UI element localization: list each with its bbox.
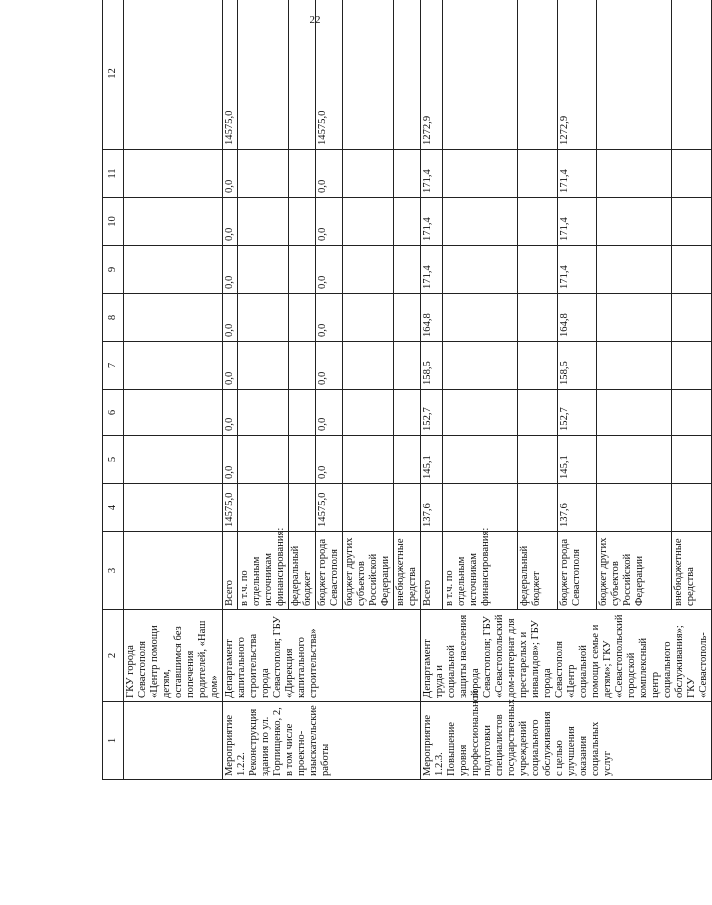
value-cell xyxy=(443,246,518,294)
value-cell: 152,7 xyxy=(557,390,597,436)
value-cell: 14575,0 xyxy=(223,0,238,150)
value-cell xyxy=(597,484,672,532)
value-cell xyxy=(343,246,394,294)
value-cell: 152,7 xyxy=(421,390,443,436)
value-cell: 0,0 xyxy=(316,390,343,436)
continuation-row xyxy=(124,0,223,780)
header-cell: 5 xyxy=(103,436,124,484)
value-cell xyxy=(289,294,316,342)
value-cell: 171,4 xyxy=(421,198,443,246)
value-cell xyxy=(597,390,672,436)
value-cell xyxy=(343,150,394,198)
executor-cell: ГКУ города Севастополя «Центр помощи детям, оставшимся без попечения родителей, «Наш дом» xyxy=(124,610,223,702)
value-cell xyxy=(597,150,672,198)
value-cell: 137,6 xyxy=(557,484,597,532)
value-cell xyxy=(343,198,394,246)
value-cell xyxy=(343,342,394,390)
value-cell xyxy=(443,198,518,246)
value-cell xyxy=(672,342,712,390)
value-cell xyxy=(672,150,712,198)
value-cell xyxy=(443,484,518,532)
value-cell: 145,1 xyxy=(421,436,443,484)
value-cell: 14575,0 xyxy=(316,0,343,150)
value-cell: 14575,0 xyxy=(316,484,343,532)
source-cell: федеральный бюджет xyxy=(289,532,316,610)
value-cell: 0,0 xyxy=(223,436,238,484)
source-cell: Всего xyxy=(421,532,443,610)
value-cell xyxy=(394,436,421,484)
value-cell: 171,4 xyxy=(557,246,597,294)
value-cell xyxy=(289,484,316,532)
value-cell: 0,0 xyxy=(223,150,238,198)
measure-cell: Мероприятие 1.2.3. Повышение уровня профессиональной подготовки специалистов государственных учреждений социального обслуживания с целью улучшения оказания социальных услуг xyxy=(421,702,712,780)
value-cell: 0,0 xyxy=(316,294,343,342)
header-row xyxy=(103,0,124,780)
header-cell: 2 xyxy=(103,610,124,702)
source-cell: бюджет города Севастополя xyxy=(316,532,343,610)
value-cell xyxy=(394,484,421,532)
value-cell xyxy=(672,0,712,150)
value-cell xyxy=(289,0,316,150)
financing-table xyxy=(102,0,712,780)
page-number: 22 xyxy=(309,14,321,26)
value-cell xyxy=(394,294,421,342)
value-cell xyxy=(443,0,518,150)
value-cell xyxy=(597,0,672,150)
value-cell xyxy=(289,246,316,294)
value-cell: 0,0 xyxy=(223,342,238,390)
value-cell: 14575,0 xyxy=(223,484,238,532)
value-cell xyxy=(343,484,394,532)
value-cell: 0,0 xyxy=(316,342,343,390)
header-cell: 8 xyxy=(103,294,124,342)
value-cell xyxy=(394,150,421,198)
value-cell xyxy=(289,390,316,436)
value-cell: 158,5 xyxy=(557,342,597,390)
value-cell xyxy=(238,390,289,436)
value-cell xyxy=(672,246,712,294)
source-cell: в т.ч. по отдельным источникам финансирования: xyxy=(238,532,289,610)
source-cell: внебюджетные средства xyxy=(672,532,712,610)
measure-cell xyxy=(124,702,223,780)
value-cell: 0,0 xyxy=(223,246,238,294)
value-cell: 0,0 xyxy=(316,436,343,484)
value-cell xyxy=(343,390,394,436)
value-cell: 164,8 xyxy=(421,294,443,342)
value-cell xyxy=(517,390,557,436)
table-row xyxy=(223,0,238,780)
header-cell: 3 xyxy=(103,532,124,610)
value-cell xyxy=(597,294,672,342)
value-cell xyxy=(394,246,421,294)
value-cell: 171,4 xyxy=(421,246,443,294)
value-cell: 145,1 xyxy=(557,436,597,484)
value-cell xyxy=(238,342,289,390)
value-cell xyxy=(394,342,421,390)
value-cell xyxy=(343,294,394,342)
header-cell: 12 xyxy=(103,0,124,150)
source-cell: в т.ч. по отдельным источникам финансирования: xyxy=(443,532,518,610)
value-cell xyxy=(443,436,518,484)
header-cell: 9 xyxy=(103,246,124,294)
header-cell: 1 xyxy=(103,702,124,780)
value-cell xyxy=(517,294,557,342)
value-cell xyxy=(672,390,712,436)
value-cell: 158,5 xyxy=(421,342,443,390)
rotated-table-wrapper xyxy=(102,48,709,780)
value-cell: 171,4 xyxy=(421,150,443,198)
value-cell xyxy=(597,342,672,390)
value-cell: 0,0 xyxy=(223,390,238,436)
value-cell xyxy=(517,0,557,150)
value-cell xyxy=(238,0,289,150)
value-cell: 0,0 xyxy=(316,246,343,294)
value-cell xyxy=(597,246,672,294)
value-cell xyxy=(343,436,394,484)
value-cell xyxy=(238,436,289,484)
value-cell xyxy=(238,198,289,246)
value-cell xyxy=(517,484,557,532)
value-cell: 1272,9 xyxy=(421,0,443,150)
source-cell: бюджет других субъектов Российской Федерации xyxy=(343,532,394,610)
value-cell xyxy=(672,436,712,484)
source-cell: федеральный бюджет xyxy=(517,532,557,610)
value-cell: 0,0 xyxy=(223,294,238,342)
value-cell xyxy=(343,0,394,150)
value-cell: 137,6 xyxy=(421,484,443,532)
executor-cell: Департамент капитального строительства города Севастополя; ГБУ «Дирекция капитального строительства» xyxy=(223,610,421,702)
value-cell xyxy=(289,342,316,390)
value-cell: 171,4 xyxy=(557,198,597,246)
value-cell xyxy=(517,198,557,246)
value-cell xyxy=(517,342,557,390)
header-cell: 4 xyxy=(103,484,124,532)
value-cell xyxy=(517,246,557,294)
value-cell: 0,0 xyxy=(316,150,343,198)
value-cell: 1272,9 xyxy=(557,0,597,150)
value-cell xyxy=(443,342,518,390)
blocks-body xyxy=(223,0,712,780)
executor-cell: Департамент труда и социальной защиты населения города Севастополя; ГБУ «Севастопольский дом-интернат для престарелых и инвалидов»; ГБУ города Севастополя «Центр социальной помощи семье и детям»; ГКУ «Севастопольский городской комплексный центр социального обслуживания»; ГКУ «Севастополь- xyxy=(421,610,712,702)
value-cell: 0,0 xyxy=(316,198,343,246)
header-cell: 7 xyxy=(103,342,124,390)
value-cell xyxy=(394,390,421,436)
source-cell: бюджет города Севастополя xyxy=(557,532,597,610)
value-cell xyxy=(443,294,518,342)
value-cell xyxy=(289,150,316,198)
value-cell xyxy=(597,436,672,484)
value-cell xyxy=(238,484,289,532)
header-cell: 6 xyxy=(103,390,124,436)
value-cell xyxy=(289,436,316,484)
value-cell xyxy=(443,390,518,436)
source-cell: бюджет других субъектов Российской Федерации xyxy=(597,532,672,610)
value-cell xyxy=(238,294,289,342)
value-cell xyxy=(517,436,557,484)
source-cell: Всего xyxy=(223,532,238,610)
value-cell xyxy=(443,150,518,198)
source-cell: внебюджетные средства xyxy=(394,532,421,610)
value-cell xyxy=(672,198,712,246)
value-cell: 171,4 xyxy=(557,150,597,198)
measure-cell: Мероприятие 1.2.2. Реконструкция здания по ул. Горпищенко, 2, в том числе проектно-изыскательские работы xyxy=(223,702,421,780)
value-cell xyxy=(597,198,672,246)
table-row xyxy=(421,0,443,780)
value-cell xyxy=(394,0,421,150)
value-cell: 0,0 xyxy=(223,198,238,246)
value-cell xyxy=(289,198,316,246)
value-cell xyxy=(672,484,712,532)
value-cell xyxy=(672,294,712,342)
value-cell xyxy=(394,198,421,246)
header-cell: 10 xyxy=(103,198,124,246)
value-cell xyxy=(238,150,289,198)
value-cell xyxy=(238,246,289,294)
value-cell: 164,8 xyxy=(557,294,597,342)
value-cell xyxy=(517,150,557,198)
header-cell: 11 xyxy=(103,150,124,198)
